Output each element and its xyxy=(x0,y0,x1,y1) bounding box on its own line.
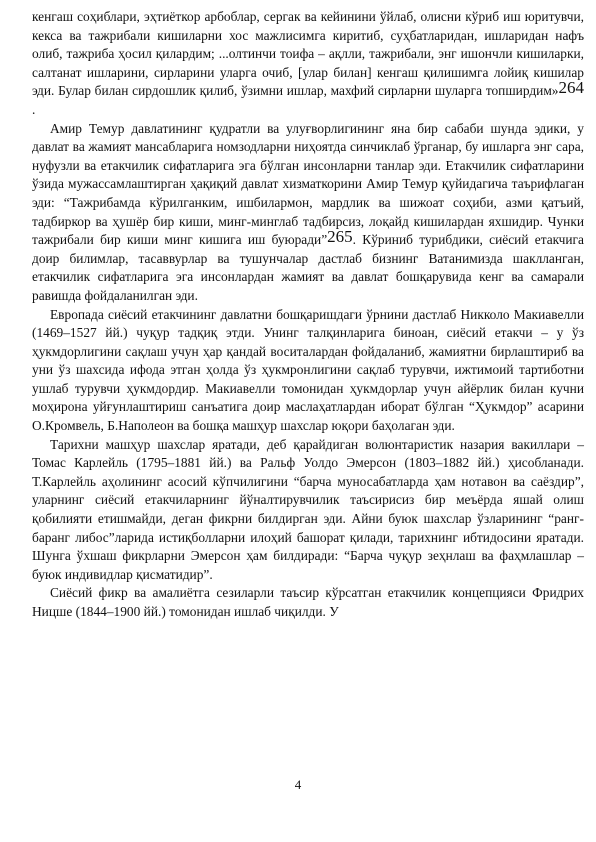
paragraph-3-text: Европада сиёсий етакчининг давлатни бошқаришдаги ўрнини дастлаб Никколо Макиавелли (1469–1527 йй.) чуқур тадқиқ этди. Унинг талқинларига биноан, сиёсий етакчи – у ўз ҳукмдорлигини сақлаш учун ҳар қандай воситалардан фойдаланиб, жамиятни бирлаштириб ва уни ўз шахсида ифода этган ҳолда ўз ҳукмронлигини сақлаб турувчи, ижтимоий тартиботни ушлаб турувчи ҳукмдордир. Макиавелли томонидан ҳукмдорлар учун айёрлик билан кучни моҳирона уйғунлаштириш санъатига доир маслаҳатлардан иборат бўлган “Ҳукмдор” асарини О.Кромвель, Б.Наполеон ва бошқа машҳур шахслар юқори баҳолаган эди. xyxy=(32,306,584,434)
paragraph-2-tail: . Кўриниб турибдики, сиёсий етакчига доир билимлар, тасаввурлар ва тушунчалар дастлаб бизнинг Ватанимизда шаклланган, етакчилик сифатларига эга инсонлардан жамият ва давлат бошқарувида кенг ва самарали равишда фойдаланилган эди. xyxy=(32,232,584,303)
page-number: 4 xyxy=(294,777,302,792)
footnote-ref-265[interactable]: 265 xyxy=(327,227,353,247)
paragraph-2-text: Амир Темур давлатининг қудратли ва улуғворлигининг яна бир сабаби шунда эдики, у давлат ва жамият мансабларига номзодларни ниҳоятда синчиклаб ўрганар, бу ишларга энг сара, нуфузли ва етакчилик сифатларига эга бўлган инсонларни танлар эди. Етакчилик сифатларини ўзида мужассамлаштирган ҳақиқий давлат хизматкорини Амир Темур қуйидагича таърифлаган эди: “Тажрибамда кўрилганким, ишбилармон, мардлик ва шижоат соҳиби, азми қатъий, тадбиркор ва ҳушёр бир киши, минг-минглаб тадбирсиз, лоқайд кишилардан яхшидир. Чунки тажрибали бир киши минг кишига иш буюради” xyxy=(32,120,584,248)
paragraph-1-tail: . xyxy=(32,101,36,117)
paragraph-5 xyxy=(32,584,584,621)
paragraph-4-text: Тарихни машҳур шахслар яратади, деб қарайдиган волюнтаристик назария вакиллари – Томас Карлейль (1795–1881 йй.) ва Ральф Уолдо Эмерсон (1803–1882 йй.) ҳисобланади. Т.Карлейль аҳолининг асосий кўпчилигини “барча муносабатларда ҳам нотавон ва саёздир”, уларнинг сиёсий етакчиларнинг йўналтирувчилик таъсирисиз бир меъёрда яшай олиш қобилияти етишмайди, деган фикрни билдирган эди. Айни буюк шахслар ўзларининг “ранг-баранг либос”ларида истиқболларни илоҳий башорат қилади, тарихнинг ибтидосини яратади. Шунга ўхшаш фикрларни Эмерсон ҳам билдиради: “Барча чуқур зеҳнлаш ва фаҳмлашлар – буюк индивидлар қисматидир”. xyxy=(32,436,584,582)
paragraph-5-text: Сиёсий фикр ва амалиётга сезиларли таъсир кўрсатган етакчилик концепцияси Фридрих Ницше (1844–1900 йй.) томонидан ишлаб чиқилди. У xyxy=(32,585,584,619)
paragraph-1 xyxy=(32,8,584,120)
paragraph-3 xyxy=(32,306,584,436)
paragraph-2 xyxy=(32,120,584,306)
page-body xyxy=(32,8,584,622)
paragraph-4 xyxy=(32,436,584,585)
paragraph-1-text: кенгаш соҳиблари, эҳтиёткор арбоблар, сергак ва кейинини ўйлаб, олисни кўриб иш юритувчи, кекса ва тажрибали кишиларни хос мажлисимга киритиб, суҳбатларидан, ишларидан нафъ олиб, тажриба ҳосил қилардим; ...олтинчи тоифа – ақлли, тажрибали, энг ишончли кишиларки, салтанат ишларини, сирларини уларга очиб, [улар билан] кенгаш қилишимга лойиқ кишилар эди. Булар билан сирдошлик қилиб, ўзимни ишлар, махфий сирларни шуларга топширдим» xyxy=(32,9,584,99)
footnote-ref-264[interactable]: 264 xyxy=(558,78,584,98)
